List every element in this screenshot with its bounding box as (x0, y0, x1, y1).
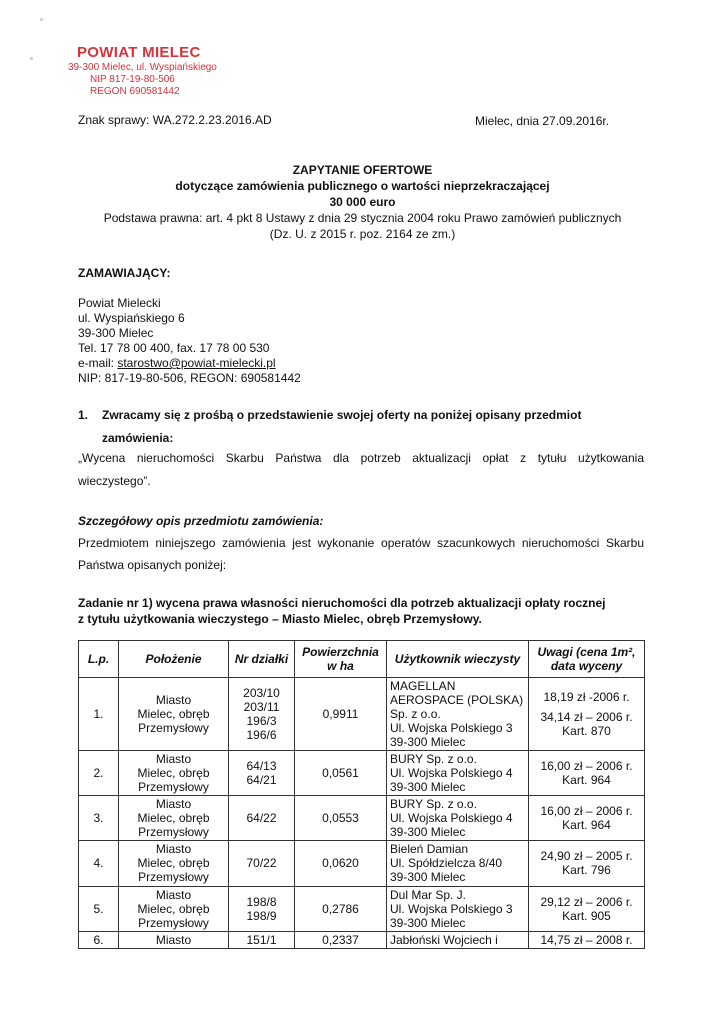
col-header-lp: L.p. (79, 641, 119, 678)
notes-line: Kart. 964 (562, 818, 611, 833)
cell-plot (229, 796, 295, 841)
cell-notes (529, 886, 645, 931)
cell-area: 0,0553 (295, 796, 387, 841)
legal-basis: Podstawa prawna: art. 4 pkt 8 Ustawy z dnia 29 stycznia 2004 roku Prawo zamówień publicznych (103, 211, 622, 225)
user-line: Ul. Wojska Polskiego 4 (390, 811, 513, 826)
user-line: Ul. Wojska Polskiego 4 (390, 766, 513, 781)
plot-number: 196/6 (246, 728, 277, 743)
section-heading-line1: Zwracamy się z prośbą o przedstawienie swojej oferty na poniżej opisany przedmiot (102, 408, 582, 422)
user-line: Jabłoński Wojciech i (390, 932, 498, 947)
plot-number: 203/11 (243, 700, 280, 715)
client-details (78, 296, 301, 386)
user-line: 39-300 Mielec (390, 780, 466, 795)
cell-lp: 4. (79, 841, 119, 886)
cell-area: 0,2337 (295, 931, 387, 948)
location-line: Mielec, obręb (137, 707, 210, 722)
location-line: Miasto (155, 693, 192, 708)
notes-line: 34,14 zł – 2006 r. (540, 710, 633, 725)
document-date: Mielec, dnia 27.09.2016r. (475, 114, 610, 128)
stamp-nip: NIP 817-19-80-506 (90, 74, 175, 85)
cell-area: 0,9911 (295, 678, 387, 751)
location-line: Miasto (155, 797, 192, 812)
cell-user (387, 751, 529, 796)
cell-user (387, 841, 529, 886)
stamp-name: POWIAT MIELEC (77, 44, 201, 61)
col-header-area: Powierzchnia w ha (295, 641, 387, 678)
location-line: Mielec, obręb (137, 901, 210, 916)
subject-quote-line1: „Wycena nieruchomości Skarbu Państwa dla potrzeb aktualizacji opłat z tytułu użytkowania (78, 451, 644, 465)
user-line: Ul. Spółdzielcza 8/40 (390, 856, 503, 871)
cell-area: 0,0620 (295, 841, 387, 886)
notes-line: Kart. 964 (562, 773, 611, 788)
stamp-regon: REGON 690581442 (90, 86, 180, 97)
location-line: Mielec, obręb (137, 811, 210, 826)
section-heading-line2: zamówienia: (102, 431, 174, 445)
plot-number: 203/10 (243, 686, 280, 701)
client-name: Powiat Mielecki (78, 296, 161, 310)
plot-number: 151/1 (246, 932, 277, 947)
location-line: Miasto (155, 842, 192, 857)
client-heading: ZAMAWIAJĄCY: (78, 266, 171, 280)
notes-line: 18,19 zł -2006 r. (543, 690, 630, 705)
client-email-label: e-mail: (78, 356, 118, 370)
plot-number: 64/21 (246, 773, 277, 788)
cell-plot (229, 751, 295, 796)
title-subject: dotyczące zamówienia publicznego o wartości nieprzekraczającej (175, 179, 550, 193)
user-line: Sp. z o.o. (390, 707, 441, 722)
user-line: 39-300 Mielec (390, 915, 466, 930)
cell-lp: 3. (79, 796, 119, 841)
plot-number: 198/8 (246, 894, 277, 909)
cell-user (387, 678, 529, 751)
user-line: BURY Sp. z o.o. (390, 752, 477, 767)
document-title: ZAPYTANIE OFERTOWE (292, 163, 433, 177)
table-row (79, 796, 645, 841)
col-header-location: Położenie (119, 641, 229, 678)
cell-location (119, 678, 229, 751)
cell-location (119, 841, 229, 886)
detail-heading: Szczegółowy opis przedmiotu zamówienia: (78, 514, 324, 528)
cell-notes (529, 678, 645, 751)
cell-plot (229, 841, 295, 886)
user-line: 39-300 Mielec (390, 870, 466, 885)
location-line: Przemysłowy (138, 825, 209, 840)
stamp-address: 39-300 Mielec, ul. Wyspiańskiego (68, 62, 217, 73)
cell-notes (529, 751, 645, 796)
location-line: Przemysłowy (138, 870, 209, 885)
cell-user (387, 796, 529, 841)
cell-lp: 6. (79, 931, 119, 948)
table-row (79, 931, 645, 948)
plot-number: 64/22 (246, 811, 277, 826)
cell-plot (229, 678, 295, 751)
location-line: Mielec, obręb (137, 856, 210, 871)
plot-number: 198/9 (246, 908, 277, 923)
section-number: 1. (78, 408, 89, 422)
client-ids: NIP: 817-19-80-506, REGON: 690581442 (78, 371, 301, 385)
notes-line: 29,12 zł – 2006 r. (540, 894, 633, 909)
location-line: Przemysłowy (138, 721, 209, 736)
cell-area: 0,0561 (295, 751, 387, 796)
location-line: Mielec, obręb (137, 766, 210, 781)
user-line: 39-300 Mielec (390, 735, 466, 750)
legal-basis-ref: (Dz. U. z 2015 r. poz. 2164 ze zm.) (269, 227, 456, 241)
cell-location (119, 796, 229, 841)
notes-line: Kart. 796 (562, 863, 611, 878)
cell-user (387, 931, 529, 948)
location-line: Przemysłowy (138, 780, 209, 795)
plot-number: 64/13 (246, 759, 277, 774)
office-stamp (62, 44, 217, 98)
task-line1: Zadanie nr 1) wycena prawa własności nieruchomości dla potrzeb aktualizacji opłaty rocznej (78, 596, 606, 610)
table-row (79, 841, 645, 886)
col-header-notes: Uwagi (cena 1m², data wyceny (529, 641, 645, 678)
location-line: Miasto (155, 752, 192, 767)
notes-line: 16,00 zł – 2006 r. (540, 804, 633, 819)
user-line: AEROSPACE (POLSKA) (390, 693, 524, 708)
plot-number: 70/22 (246, 856, 277, 871)
scan-speck (40, 18, 43, 21)
client-street: ul. Wyspiańskiego 6 (78, 311, 185, 325)
cell-user (387, 886, 529, 931)
cell-notes (529, 931, 645, 948)
table-row (79, 751, 645, 796)
location-line: Przemysłowy (138, 915, 209, 930)
cell-location (119, 751, 229, 796)
user-line: Dul Mar Sp. J. (390, 887, 467, 902)
location-line: Miasto (155, 932, 192, 947)
notes-line: 14,75 zł – 2008 r. (540, 932, 633, 947)
cell-notes (529, 796, 645, 841)
table-row (79, 678, 645, 751)
cell-location (119, 886, 229, 931)
col-header-user: Użytkownik wieczysty (387, 641, 529, 678)
notes-line: 24,90 zł – 2005 r. (540, 849, 633, 864)
client-phone: Tel. 17 78 00 400, fax. 17 78 00 530 (78, 341, 270, 355)
user-line: BURY Sp. z o.o. (390, 797, 477, 812)
client-email-link[interactable]: starostwo@powiat-mielecki.pl (117, 356, 276, 370)
subject-quote-line2: wieczystego”. (78, 474, 151, 488)
scan-speck (30, 57, 33, 60)
cell-lp: 5. (79, 886, 119, 931)
properties-table (78, 640, 645, 949)
notes-line: 16,00 zł – 2006 r. (540, 759, 633, 774)
notes-line: Kart. 905 (562, 908, 611, 923)
cell-location (119, 931, 229, 948)
user-line: 39-300 Mielec (390, 825, 466, 840)
table-header-row (79, 641, 645, 678)
user-line: MAGELLAN (390, 679, 456, 694)
user-line: Bieleń Damian (390, 842, 469, 857)
client-city: 39-300 Mielec (78, 326, 154, 340)
cell-area: 0,2786 (295, 886, 387, 931)
title-threshold: 30 000 euro (329, 195, 396, 209)
cell-lp: 1. (79, 678, 119, 751)
case-number: Znak sprawy: WA.272.2.23.2016.AD (78, 113, 272, 127)
task-line2: z tytułu użytkowania wieczystego – Miasto Mielec, obręb Przemysłowy. (78, 612, 482, 626)
location-line: Miasto (155, 887, 192, 902)
table-row (79, 886, 645, 931)
cell-lp: 2. (79, 751, 119, 796)
user-line: Ul. Wojska Polskiego 3 (390, 901, 513, 916)
detail-line1: Przedmiotem niniejszego zamówienia jest wykonanie operatów szacunkowych nieruchomości Skarbu (78, 536, 644, 550)
cell-plot (229, 931, 295, 948)
cell-notes (529, 841, 645, 886)
notes-line: Kart. 870 (562, 724, 611, 739)
cell-plot (229, 886, 295, 931)
col-header-plot: Nr działki (229, 641, 295, 678)
plot-number: 196/3 (246, 714, 277, 729)
detail-line2: Państwa opisanych poniżej: (78, 558, 227, 572)
client-email-line (78, 356, 301, 371)
user-line: Ul. Wojska Polskiego 3 (390, 721, 513, 736)
